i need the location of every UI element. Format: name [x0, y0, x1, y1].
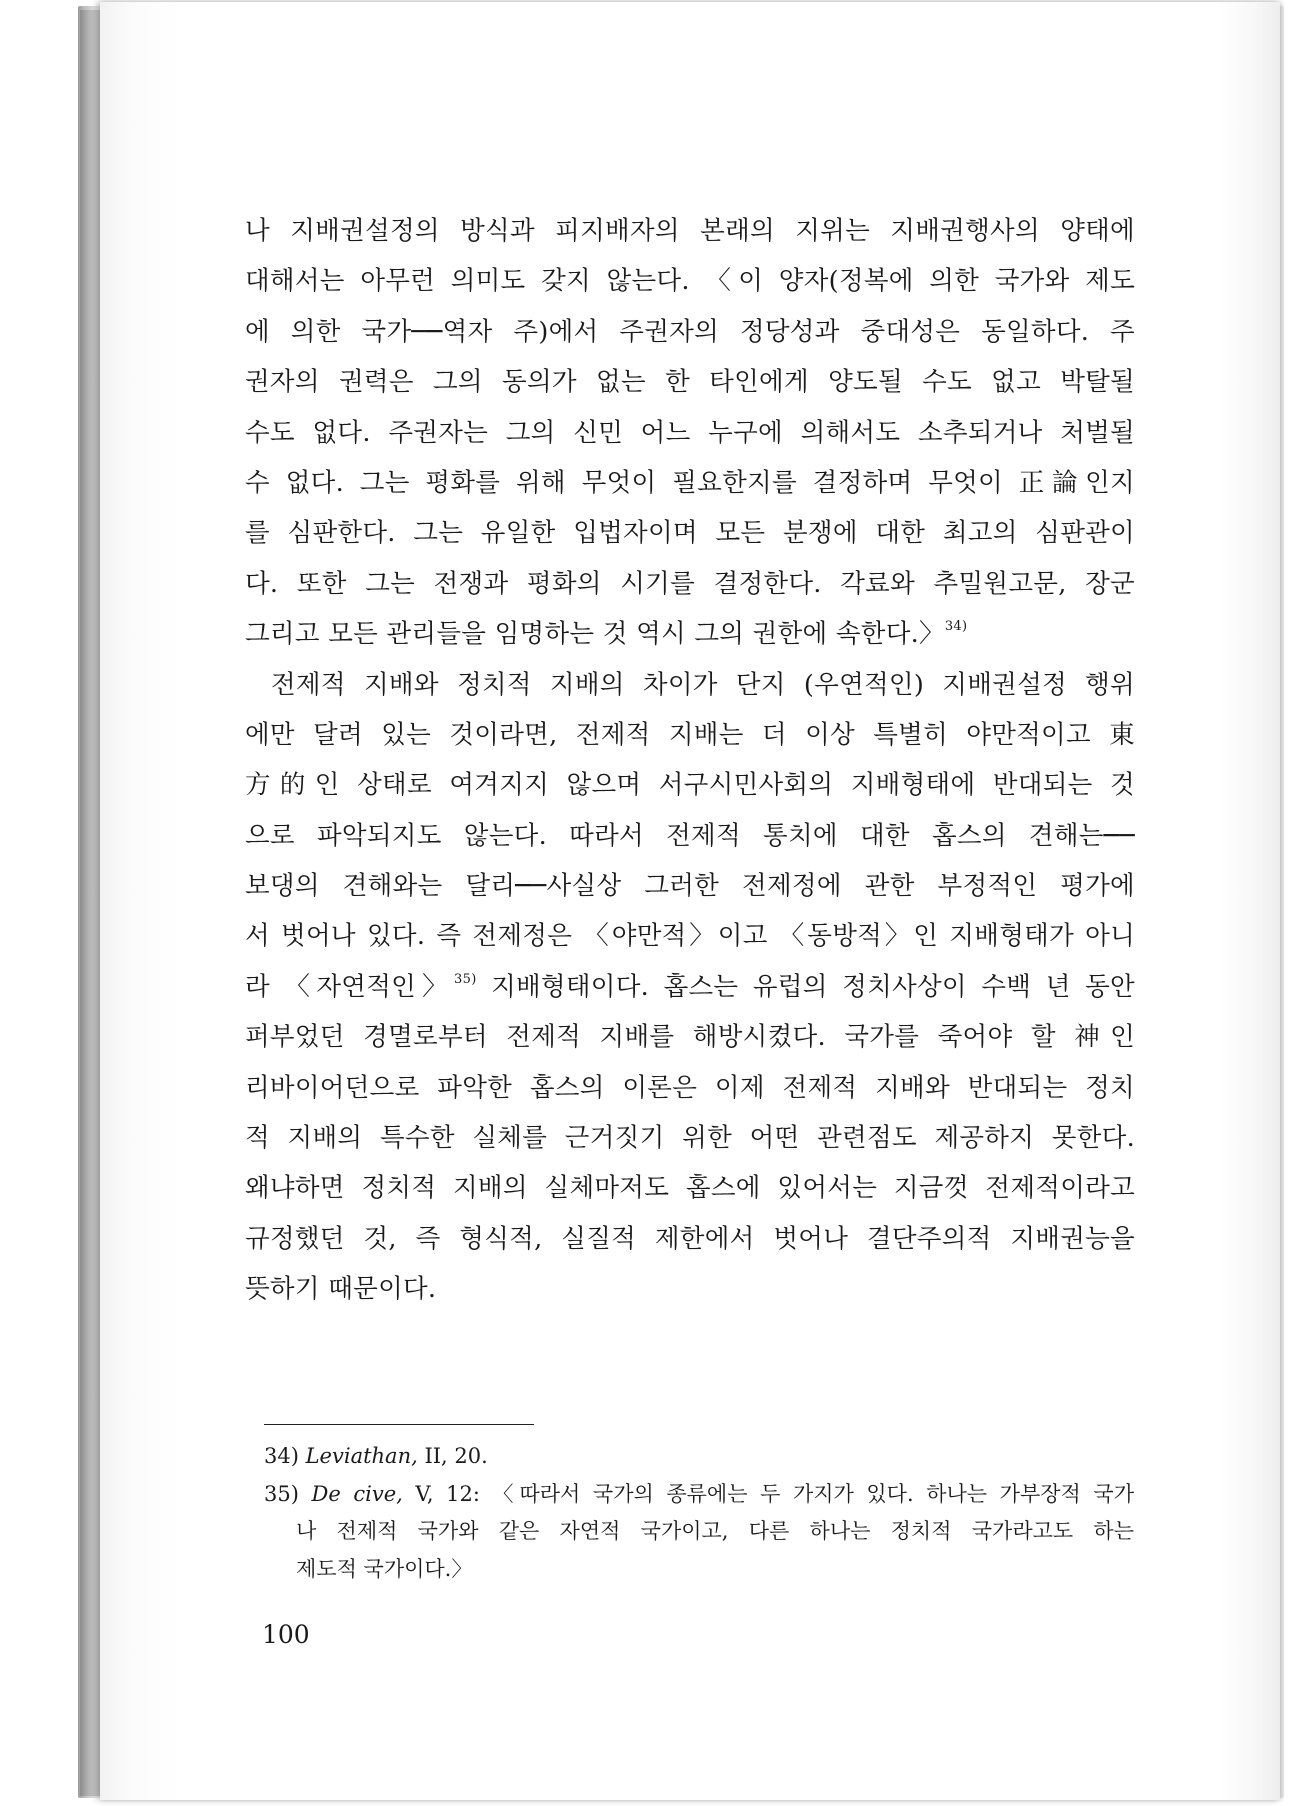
footnote-text: II, 20.	[424, 1444, 488, 1468]
text-line: 왜냐하면 정치적 지배의 실체마저도 홉스에 있어서는 지금껏 전제적이라고	[245, 1173, 1135, 1204]
text-line: 전제적 지배와 정치적 지배의 차이가 단지 (우연적인) 지배권설정 행위	[271, 669, 1135, 700]
text-line: 보댕의 견해와는 달리──사실상 그러한 전제정에 관한 부정적인 평가에	[245, 871, 1135, 902]
text-line	[245, 962, 1135, 1012]
footnote-ref-34: 34)	[944, 619, 968, 635]
text-line: 나 지배권설정의 방식과 피지배자의 본래의 지위는 지배권행사의 양태에	[245, 216, 1135, 246]
text-line: 에 의한 국가──역자 주)에서 주권자의 정당성과 중대성은 동일하다. 주	[245, 316, 1135, 347]
text-line: 적 지배의 특수한 실체를 근거짓기 위한 어떤 관련점도 제공하지 못한다.	[245, 1123, 1135, 1154]
text-segment: 지배형태이다. 홉스는 유럽의 정치사상이 수백 년 동안	[491, 971, 1135, 1002]
text-line: 대해서는 아무런 의미도 갖지 않는다. 〈이 양자(정복에 의한 국가와 제도	[245, 266, 1135, 297]
body-text	[245, 206, 1135, 1315]
footnote-35-continuation: 제도적 국가이다.〉	[296, 1556, 473, 1581]
footnote-number: 34)	[264, 1444, 299, 1468]
text-line: 를 심판한다. 그는 유일한 입법자이며 모든 분쟁에 대한 최고의 심판관이	[245, 518, 1135, 549]
text-line	[245, 609, 1135, 659]
text-line: 리바이어던으로 파악한 홉스의 이론은 이제 전제적 지배와 반대되는 정치	[245, 1072, 1135, 1103]
text-segment: 그리고 모든 관리들을 임명하는 것 역시 그의 권한에 속한다.〉	[245, 619, 945, 650]
text-line: 에만 달려 있는 것이라면, 전제적 지배는 더 이상 특별히 야만적이고 東	[245, 719, 1135, 750]
footnote-text: V, 12: 〈따라서 국가의 종류에는 두 가지가 있다. 하나는 가부장적 국가	[415, 1481, 1134, 1506]
text-line: 수 없다. 그는 평화를 위해 무엇이 필요한지를 결정하며 무엇이 正論인지	[245, 467, 1135, 498]
text-line: 으로 파악되지도 않는다. 따라서 전제적 통치에 대한 홉스의 견해는──	[245, 820, 1135, 851]
page-stack-edge	[80, 10, 102, 1796]
footnote-number: 35)	[264, 1481, 299, 1506]
text-line: 方的인 상태로 여겨지지 않으며 서구시민사회의 지배형태에 반대되는 것	[245, 770, 1135, 801]
footnote-35-continuation: 나 전제적 국가와 같은 자연적 국가이고, 다른 하나는 정치적 국가라고도 하는	[296, 1519, 1134, 1543]
text-line: 수도 없다. 주권자는 그의 신민 어느 누구에 의해서도 소추되거나 처벌될	[245, 417, 1135, 448]
footnote-work-title: Leviathan,	[305, 1444, 418, 1468]
text-line: 다. 또한 그는 전쟁과 평화의 시기를 결정한다. 각료와 추밀원고문, 장군	[245, 568, 1135, 599]
text-line: 권자의 권력은 그의 동의가 없는 한 타인에게 양도될 수도 없고 박탈될	[245, 367, 1135, 398]
footnote-34	[264, 1438, 1134, 1476]
text-line: 규정했던 것, 즉 형식적, 실질적 제한에서 벗어나 결단주의적 지배권능을	[245, 1223, 1135, 1254]
footnote-work-title: De cive,	[311, 1481, 403, 1506]
footnote-divider	[264, 1424, 534, 1425]
text-segment: 라 〈자연적인〉	[245, 971, 455, 1002]
footnote-35	[264, 1476, 1134, 1514]
page-number: 100	[262, 1620, 310, 1649]
footnotes	[264, 1438, 1134, 1588]
footnote-ref-35: 35)	[454, 971, 477, 987]
text-line: 서 벗어나 있다. 즉 전제정은 〈야만적〉이고 〈동방적〉인 지배형태가 아니	[245, 921, 1135, 952]
text-line: 퍼부었던 경멸로부터 전제적 지배를 해방시켰다. 국가를 죽어야 할 神인	[245, 1022, 1135, 1053]
text-line: 뜻하기 때문이다.	[245, 1274, 437, 1305]
